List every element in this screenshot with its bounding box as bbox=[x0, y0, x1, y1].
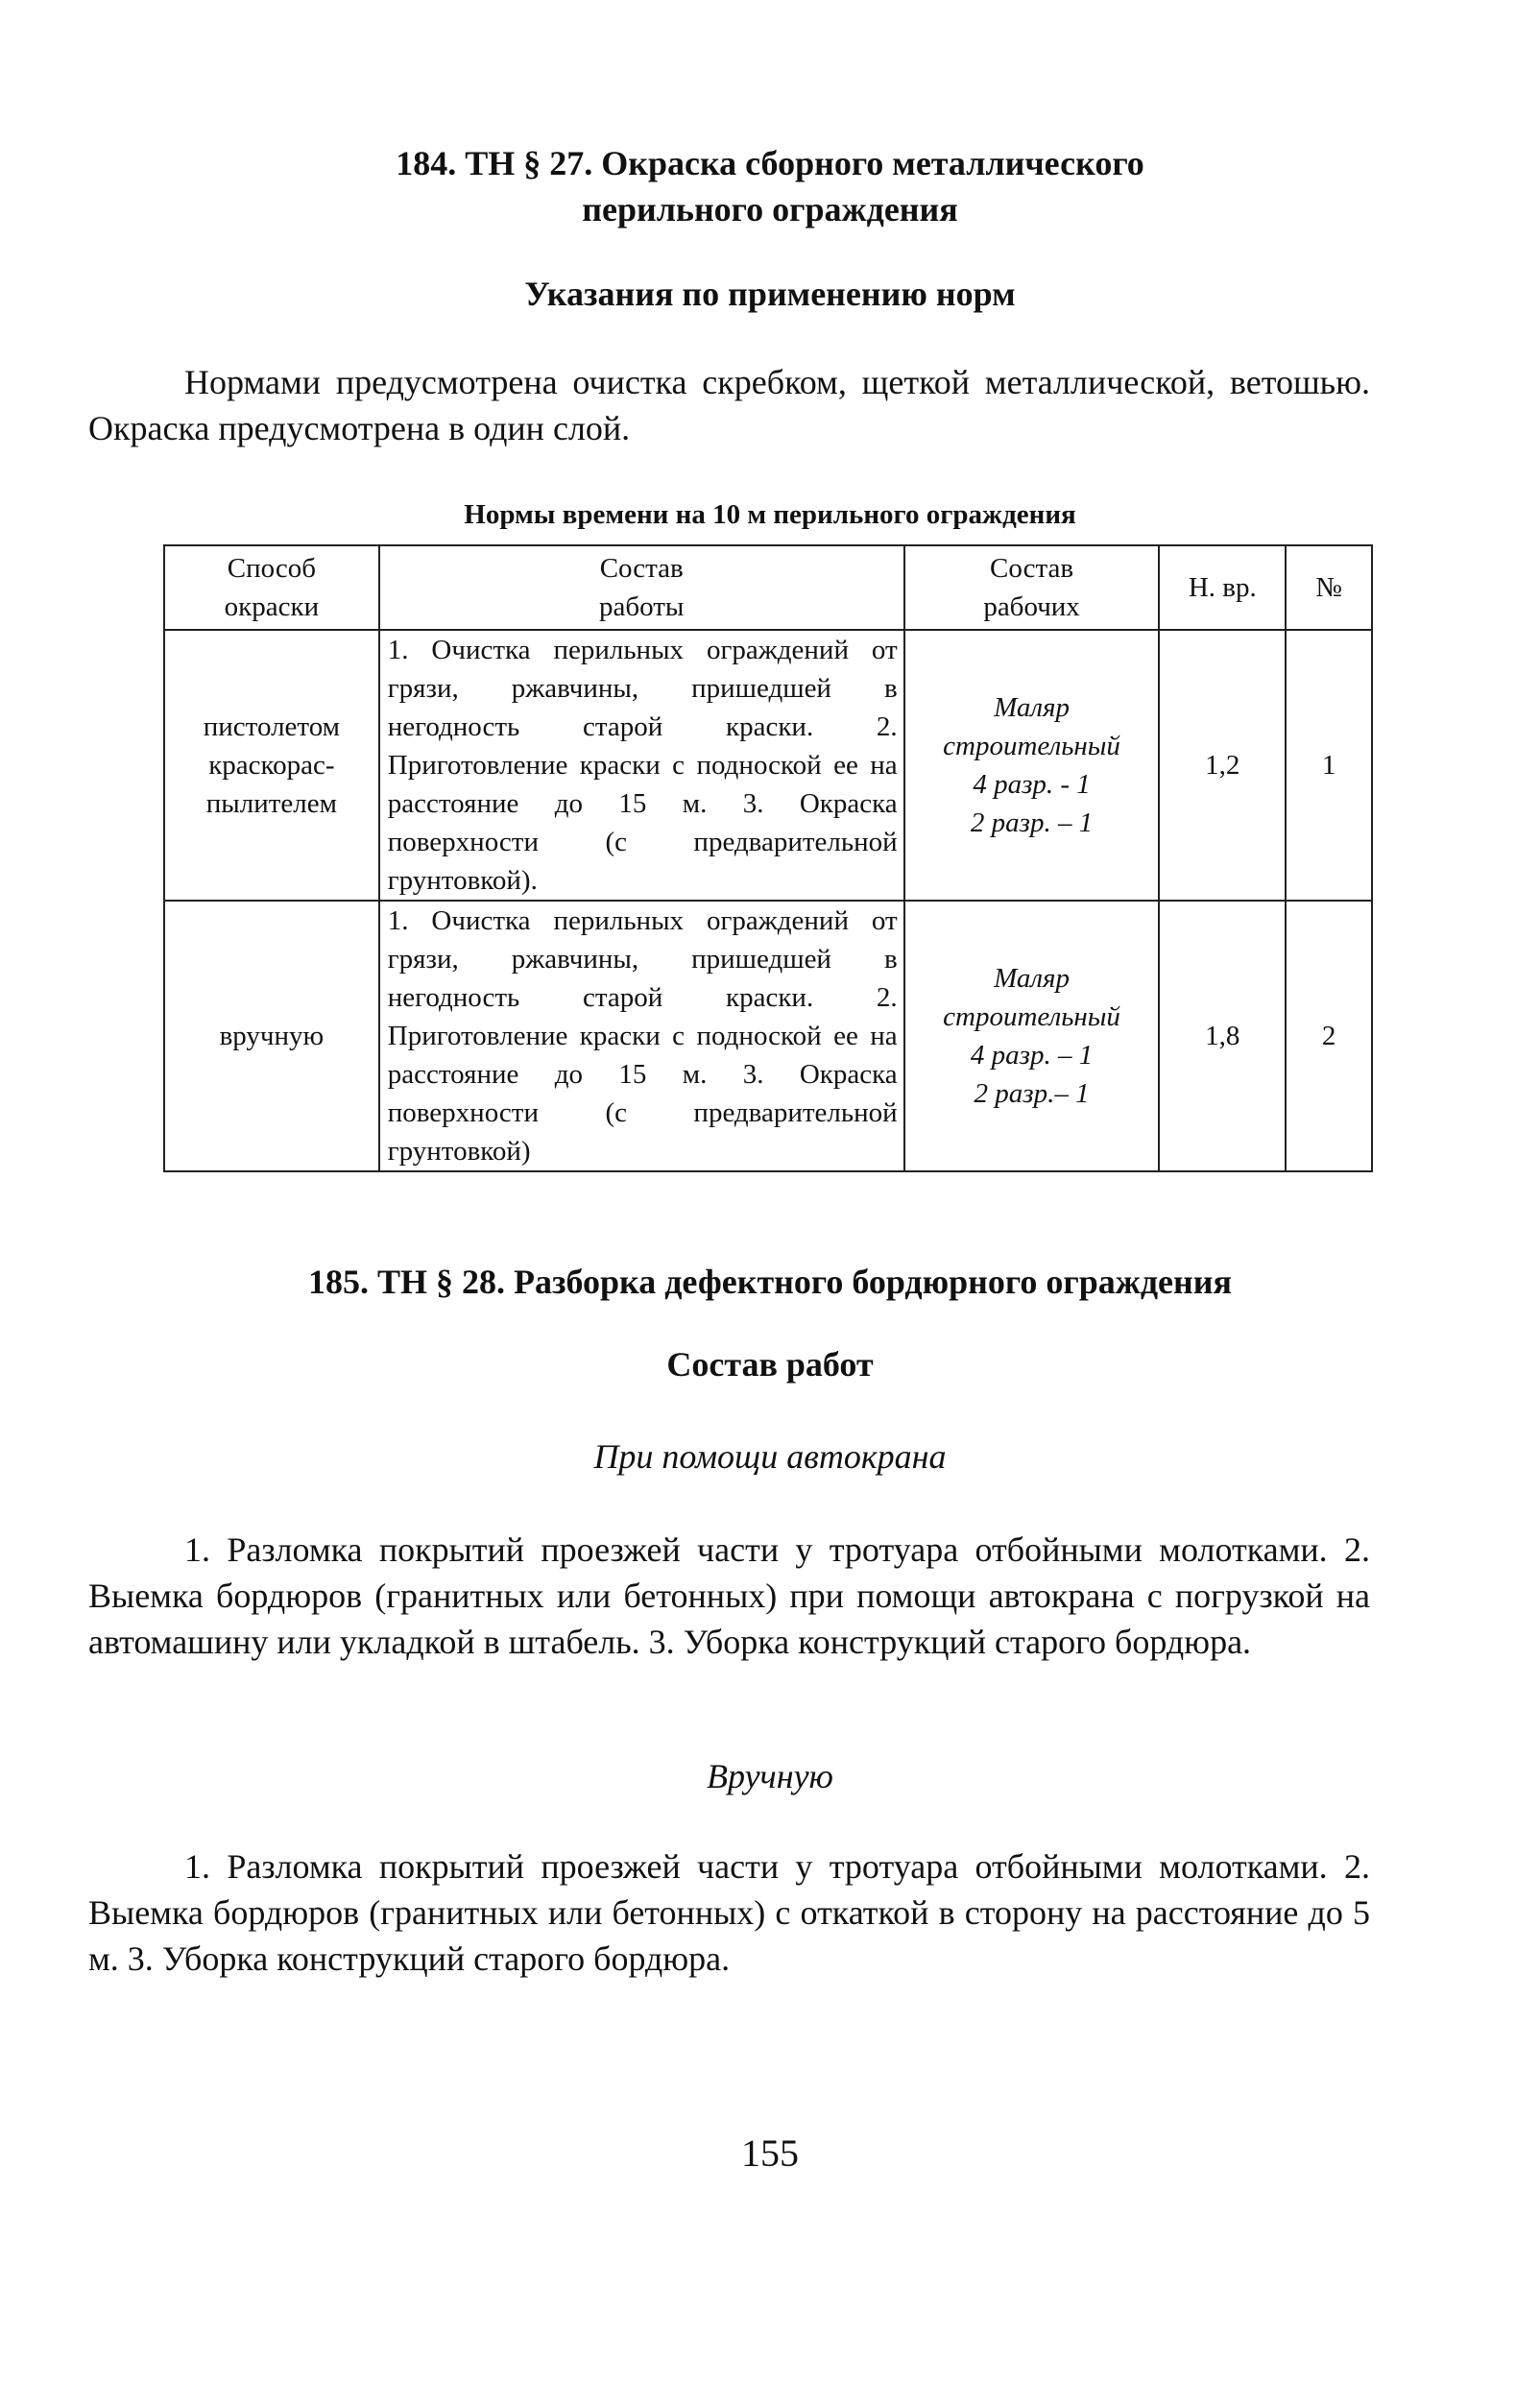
table-row bbox=[164, 630, 1372, 901]
page-number: 155 bbox=[741, 2131, 799, 2175]
guidance-paragraph: Нормами предусмотрена очистка скребком, щеткой металлической, ветошью. Окраска предусмотрена в один слой. bbox=[88, 363, 1370, 447]
norms-table bbox=[163, 544, 1373, 1172]
crane-heading: При помощи автокрана bbox=[593, 1437, 947, 1476]
cell-number: 2 bbox=[1286, 901, 1372, 1171]
table-header-row bbox=[164, 545, 1372, 630]
crane-paragraph: 1. Разломка покрытий проезжей части у тротуара отбойными молотками. 2. Выемка бордюров (гранитных или бетонных) при помощи автокрана с погрузкой на автомашину или укладкой в штабель. 3. Уборка конструкций старого бордюра. bbox=[88, 1530, 1370, 1661]
table-row bbox=[164, 901, 1372, 1171]
section-184-title-line2: перильного ограждения bbox=[582, 190, 958, 229]
header-crew: Состав рабочих bbox=[904, 545, 1160, 630]
manual-heading: Вручную bbox=[707, 1757, 833, 1795]
header-time: Н. вр. bbox=[1159, 545, 1286, 630]
cell-time: 1,8 bbox=[1159, 901, 1286, 1171]
cell-work: 1. Очистка перильных ограждений от грязи, ржавчины, пришедшей в негодность старой краски. 2. Приготовление краски с подноской ее на расстояние до 15 м. 3. Окраска поверхности (с предварительной грунтовкой) bbox=[379, 901, 904, 1171]
manual-paragraph: 1. Разломка покрытий проезжей части у тротуара отбойными молотками. 2. Выемка бордюров (гранитных или бетонных) с откаткой в сторону на расстояние до 5 м. 3. Уборка конструкций старого бордюра. bbox=[88, 1847, 1370, 1978]
guidance-heading: Указания по применению норм bbox=[524, 275, 1016, 313]
header-method: Способ окраски bbox=[164, 545, 379, 630]
cell-method: пистолетом краскорас- пылителем bbox=[164, 630, 379, 901]
section-185-title: 185. ТН § 28. Разборка дефектного бордюрного ограждения bbox=[308, 1263, 1232, 1301]
section-184-title-line1: 184. ТН § 27. Окраска сборного металлического bbox=[396, 144, 1144, 182]
cell-method: вручную bbox=[164, 901, 379, 1171]
works-heading: Состав работ bbox=[666, 1345, 874, 1384]
cell-crew: Маляр строительный 4 разр. – 1 2 разр.– 1 bbox=[904, 901, 1160, 1171]
cell-number: 1 bbox=[1286, 630, 1372, 901]
table-caption: Нормы времени на 10 м перильного ограждения bbox=[464, 499, 1076, 530]
header-number: № bbox=[1286, 545, 1372, 630]
cell-time: 1,2 bbox=[1159, 630, 1286, 901]
cell-work: 1. Очистка перильных ограждений от грязи, ржавчины, пришедшей в негодность старой краски. 2. Приготовление краски с подноской ее на расстояние до 15 м. 3. Окраска поверхности (с предварительной грунтовкой). bbox=[379, 630, 904, 901]
header-work: Состав работы bbox=[379, 545, 904, 630]
cell-crew: Маляр строительный 4 разр. - 1 2 разр. – 1 bbox=[904, 630, 1160, 901]
